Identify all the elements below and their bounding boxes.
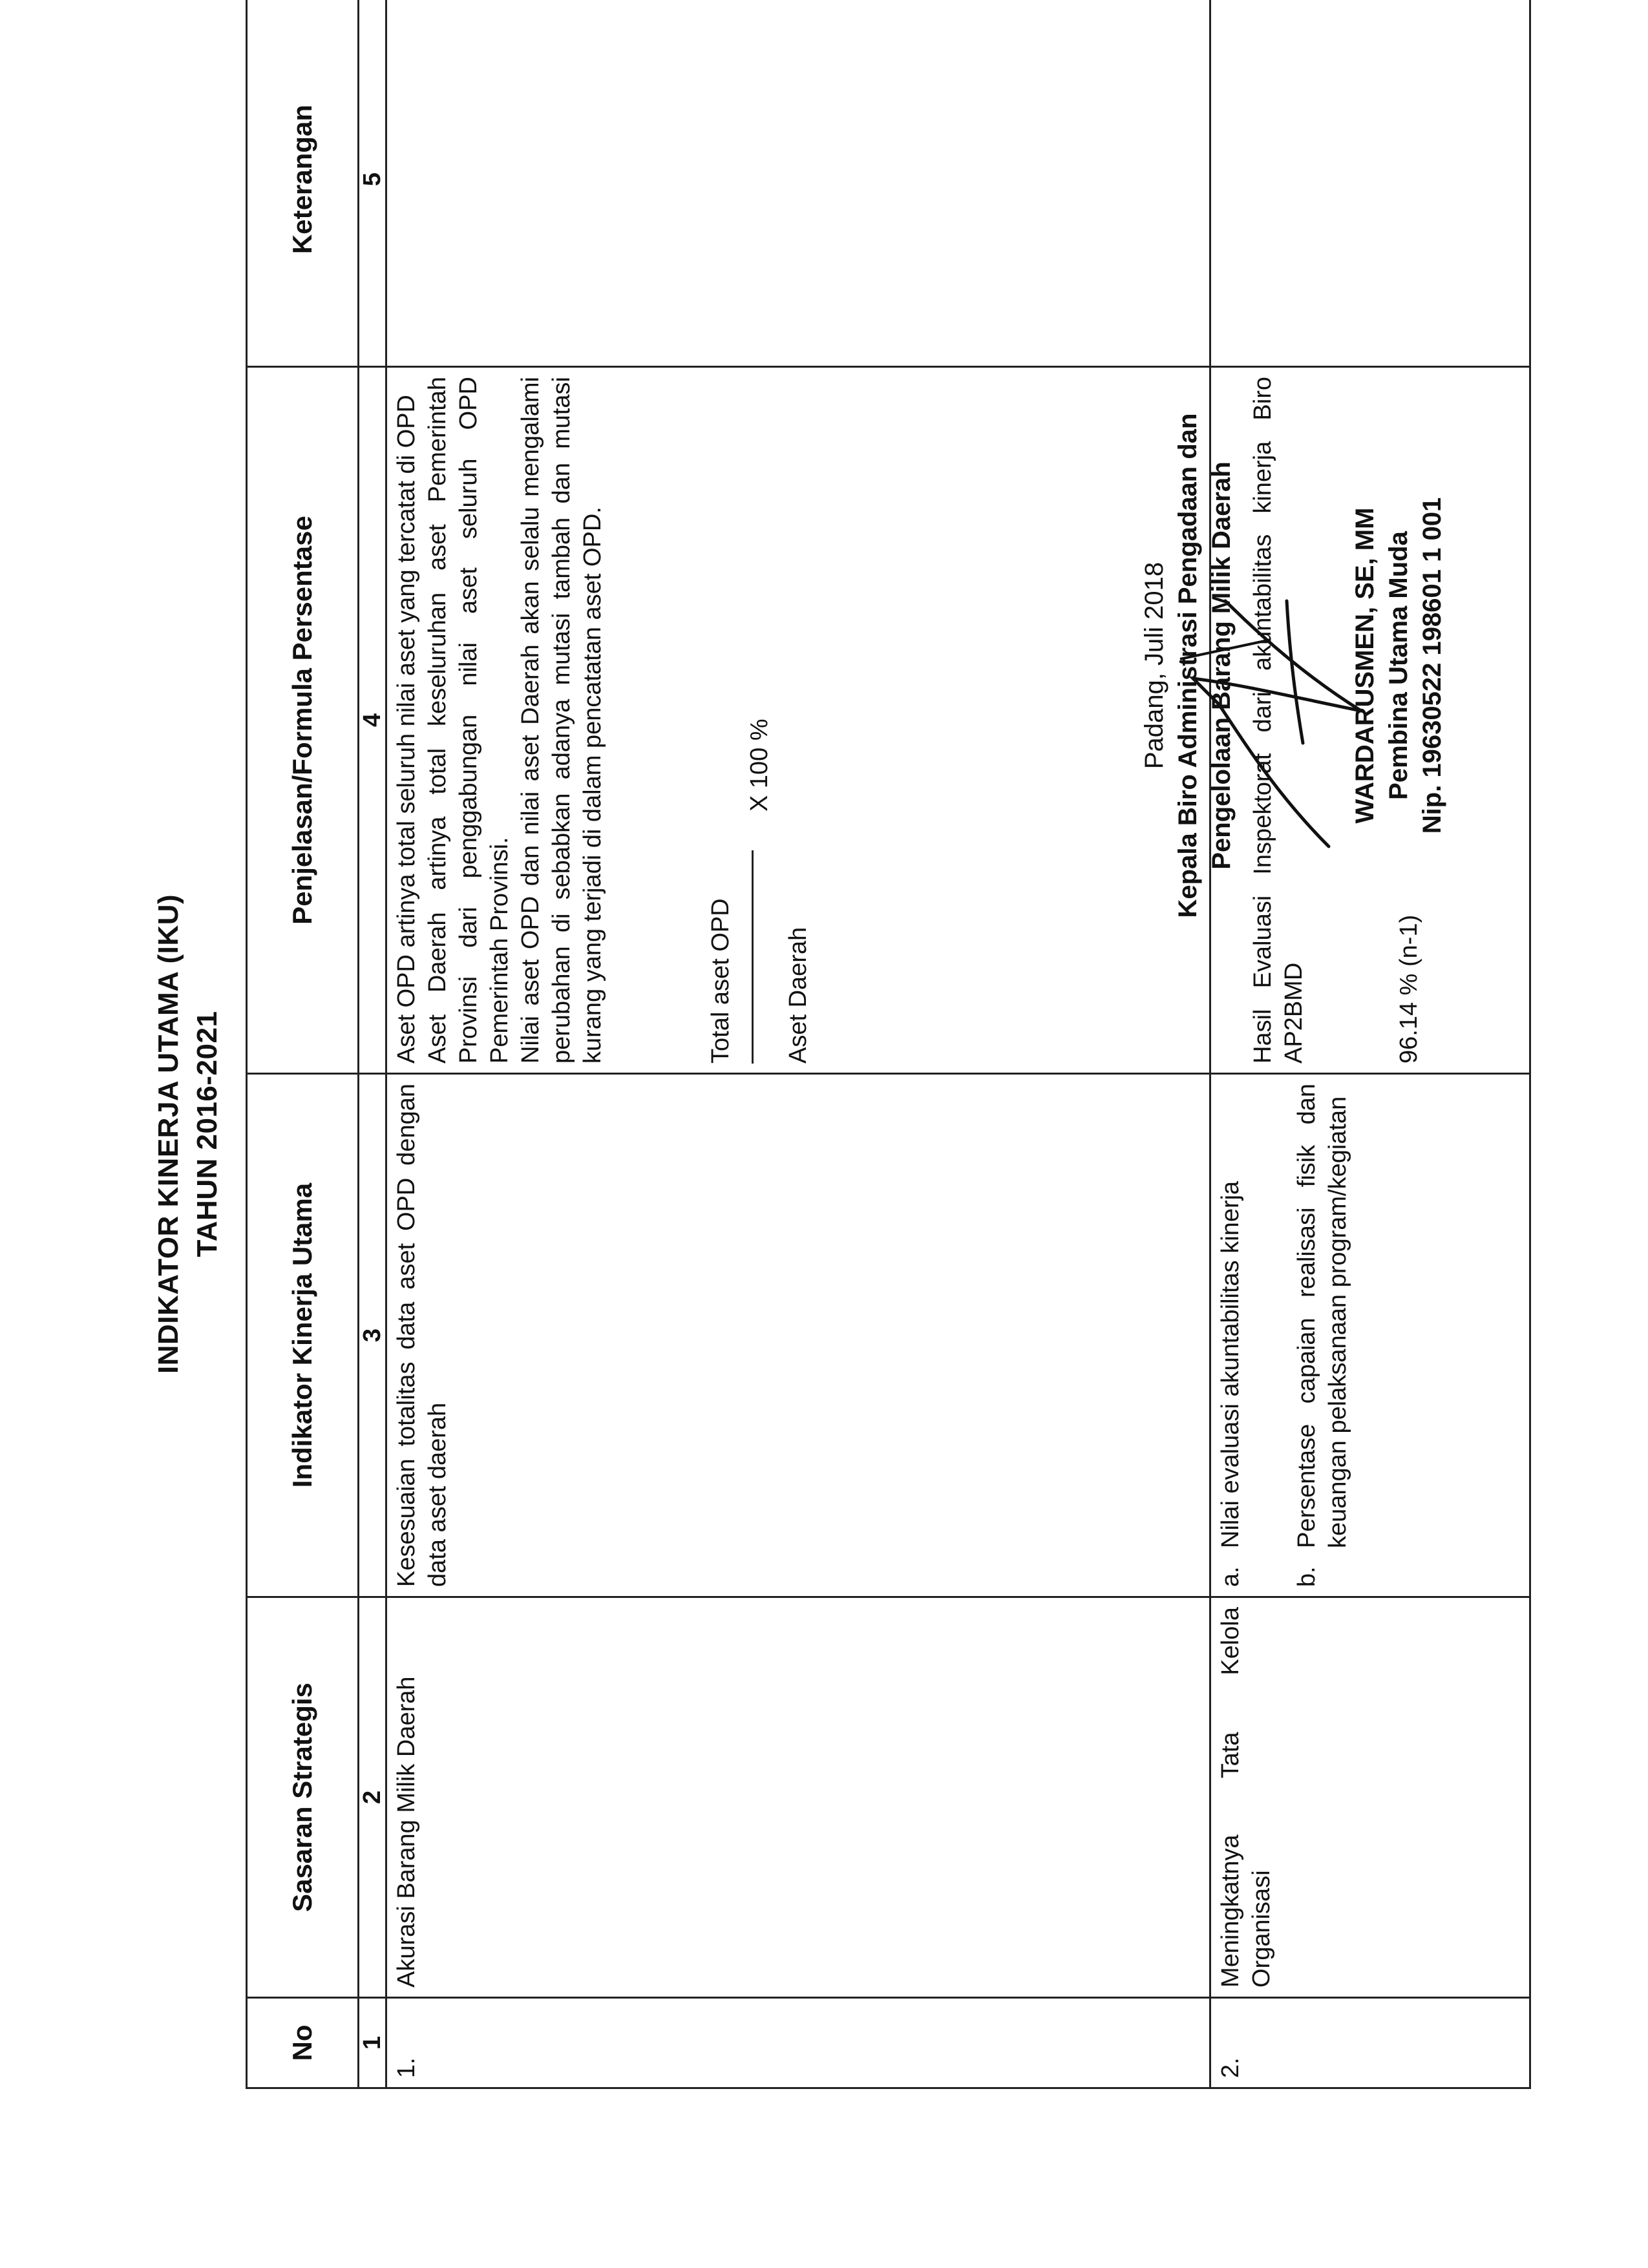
penjelasan-paragraph: Aset OPD artinya total seluruh nilai aset yang tercatat di OPD xyxy=(393,395,420,1064)
column-number: 2 xyxy=(359,1597,386,1998)
item-text: Persentase capaian realisasi fisik dan keuangan pelaksanaan program/kegiatan xyxy=(1293,1084,1351,1548)
formula-multiplier: X 100 % xyxy=(746,719,773,812)
signature-block xyxy=(1137,246,1449,1086)
formula-denominator: Aset Daerah xyxy=(785,927,812,1064)
column-header-keterangan: Keterangan xyxy=(247,0,359,367)
signatory-nip: Nip. 19630522 198601 1 001 xyxy=(1418,497,1446,834)
formula-numerator: Total aset OPD xyxy=(707,898,734,1064)
item-label: b. xyxy=(1293,1566,1320,1587)
indikator-cell: Kesesuaian totalitas data aset OPD dengan data aset daerah xyxy=(386,1074,1210,1597)
signatory-name: WARDARUSMEN, SE, MM xyxy=(1351,507,1379,824)
penjelasan-paragraph: Nilai aset OPD dan nilai aset Daerah akan selalu mengalami perubahan di sebabkan adanya mutasi tambah dan mutasi kurang yang terjadi di dalam pencatatan aset OPD. xyxy=(517,377,606,1064)
column-header-indikator: Indikator Kinerja Utama xyxy=(247,1074,359,1597)
penjelasan-paragraph: 96.14 % (n-1) xyxy=(1395,914,1422,1064)
handwritten-signature-icon xyxy=(1167,536,1400,872)
penjelasan-paragraph: Aset Daerah artinya total keseluruhan aset Pemerintah Provinsi dari penggabungan nilai aset seluruh OPD Pemerintah Provinsi. xyxy=(424,377,513,1064)
sasaran-cell: Akurasi Barang Milik Daerah xyxy=(386,1597,1210,1998)
keterangan-cell xyxy=(386,0,1210,367)
signatory-position: Pengelolaan Barang Milik Daerah xyxy=(1207,461,1236,870)
column-number: 1 xyxy=(359,1998,386,2088)
column-header-no: No xyxy=(247,1998,359,2088)
table-header-row xyxy=(247,0,359,2088)
row-number: 1. xyxy=(386,1998,1210,2088)
item-label: a. xyxy=(1217,1566,1244,1587)
penjelasan-paragraph: Hasil Evaluasi Inspektorat dari akuntabilitas kinerja Biro AP2BMD xyxy=(1249,377,1307,1064)
signatory-position: Kepala Biro Administrasi Pengadaan dan xyxy=(1174,413,1202,918)
column-number: 5 xyxy=(359,0,386,367)
percentage-formula xyxy=(705,377,847,1064)
indikator-cell xyxy=(1210,1074,1530,1597)
signature-space xyxy=(1238,246,1348,1086)
signatory-rank: Pembina Utama Muda xyxy=(1384,531,1413,800)
indikator-item xyxy=(1291,1084,1353,1587)
column-header-sasaran: Sasaran Strategis xyxy=(247,1597,359,1998)
item-text: Nilai evaluasi akuntabilitas kinerja xyxy=(1217,1181,1244,1548)
column-number: 4 xyxy=(359,367,386,1074)
penjelasan-cell xyxy=(386,367,1210,1074)
fraction-line xyxy=(752,850,754,1064)
table-row xyxy=(386,0,1210,2088)
row-number: 2. xyxy=(1210,1998,1530,2088)
indikator-item xyxy=(1215,1084,1246,1587)
place-date: Padang, Juli 2018 xyxy=(1140,562,1168,770)
column-header-penjelasan: Penjelasan/Formula Persentase xyxy=(247,367,359,1074)
sasaran-cell: Meningkatnya Tata Kelola Organisasi xyxy=(1210,1597,1530,1998)
document-subtitle: TAHUN 2016-2021 xyxy=(191,1011,223,1257)
document-title: INDIKATOR KINERJA UTAMA (IKU) xyxy=(153,894,184,1374)
column-number-row xyxy=(359,0,386,2088)
column-number: 3 xyxy=(359,1074,386,1597)
